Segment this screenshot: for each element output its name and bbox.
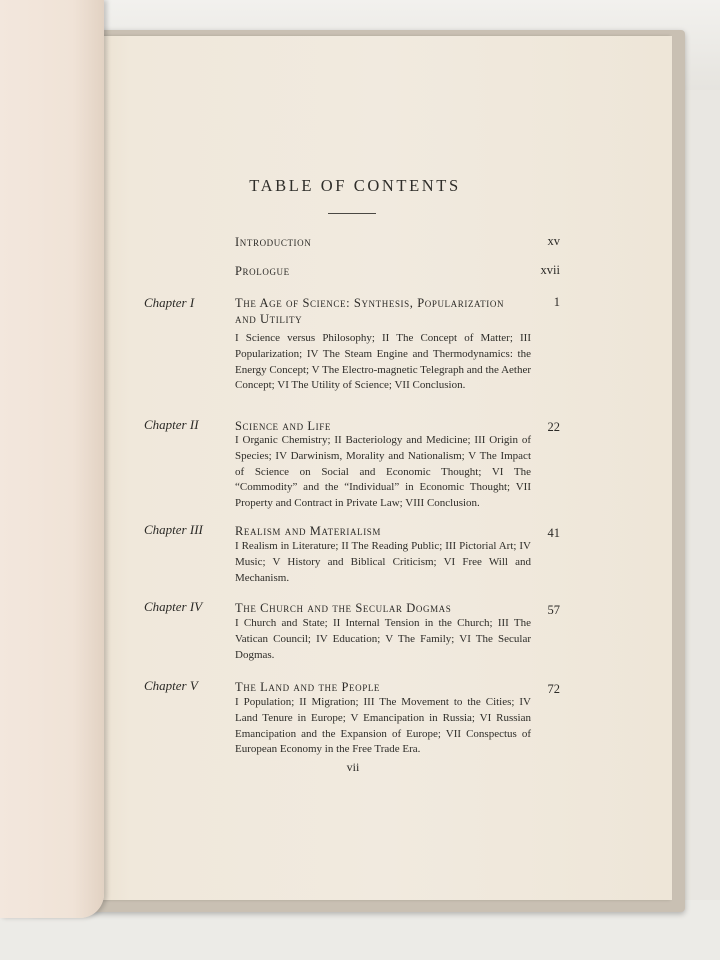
chapter-label: Chapter II bbox=[144, 417, 199, 432]
chapter-heading: The Church and the Secular Dogmas bbox=[235, 601, 452, 615]
chapter-description: I Realism in Literature; II The Reading Public; III Pictorial Art; IV Music; V History and Biblical Criticism; VI Free Will and Mechanism. bbox=[235, 540, 531, 584]
chapter-page: 72 bbox=[547, 682, 560, 696]
chapter-label: Chapter I bbox=[144, 295, 195, 310]
chapter-page: 22 bbox=[547, 420, 560, 434]
chapter-page: 57 bbox=[547, 603, 560, 617]
chapter-label: Chapter IV bbox=[144, 599, 203, 614]
chapter-description: I Population; II Migration; III The Movement to the Cities; IV Land Tenure in Europe; V Emancipation in Russia; VI Russian Emancipation and the Expansion of Europe; VII Conspectus of European Economy in the Free Trade Era. bbox=[235, 696, 531, 756]
chapter-heading-continued: and Utility bbox=[235, 312, 303, 326]
chapter-label: Chapter V bbox=[144, 678, 198, 693]
page-folio: vii bbox=[346, 760, 360, 774]
chapter-heading: The Land and the People bbox=[235, 680, 381, 694]
prologue-page: xvii bbox=[540, 263, 560, 277]
introduction-page: xv bbox=[547, 234, 560, 248]
chapter-heading: Science and Life bbox=[235, 419, 331, 433]
chapter-description: I Organic Chemistry; II Bacteriology and Medicine; III Origin of Species; IV Darwinism, Morality and Nationalism; V The Impact of Science on Social and Economic Thought; VI The “Commodity” and the “Individual” in Economic Thought; VII Property and Contract in Private Law; VIII Conclusion. bbox=[235, 434, 531, 510]
chapter-heading: The Age of Science: Synthesis, Popularization bbox=[235, 296, 505, 310]
prologue-heading: Prologue bbox=[235, 264, 290, 278]
title-divider bbox=[328, 213, 376, 214]
page-title: TABLE OF CONTENTS bbox=[249, 176, 461, 195]
chapter-page: 1 bbox=[553, 295, 560, 309]
chapter-label: Chapter III bbox=[144, 522, 203, 537]
chapter-page: 41 bbox=[547, 526, 560, 540]
chapter-heading: Realism and Materialism bbox=[235, 524, 381, 538]
chapter-description: I Science versus Philosophy; II The Concept of Matter; III Popularization; IV The Steam Engine and Thermodynamics: the Energy Concept; V The Electro-magnetic Telegraph and the Aether Concept; VI The Utility of Science; VII Conclusion. bbox=[235, 332, 531, 392]
facing-page-edge bbox=[0, 0, 104, 918]
introduction-heading: Introduction bbox=[235, 235, 312, 249]
chapter-description: I Church and State; II Internal Tension in the Church; III The Vatican Council; IV Education; V The Family; VI The Secular Dogmas. bbox=[235, 617, 531, 661]
